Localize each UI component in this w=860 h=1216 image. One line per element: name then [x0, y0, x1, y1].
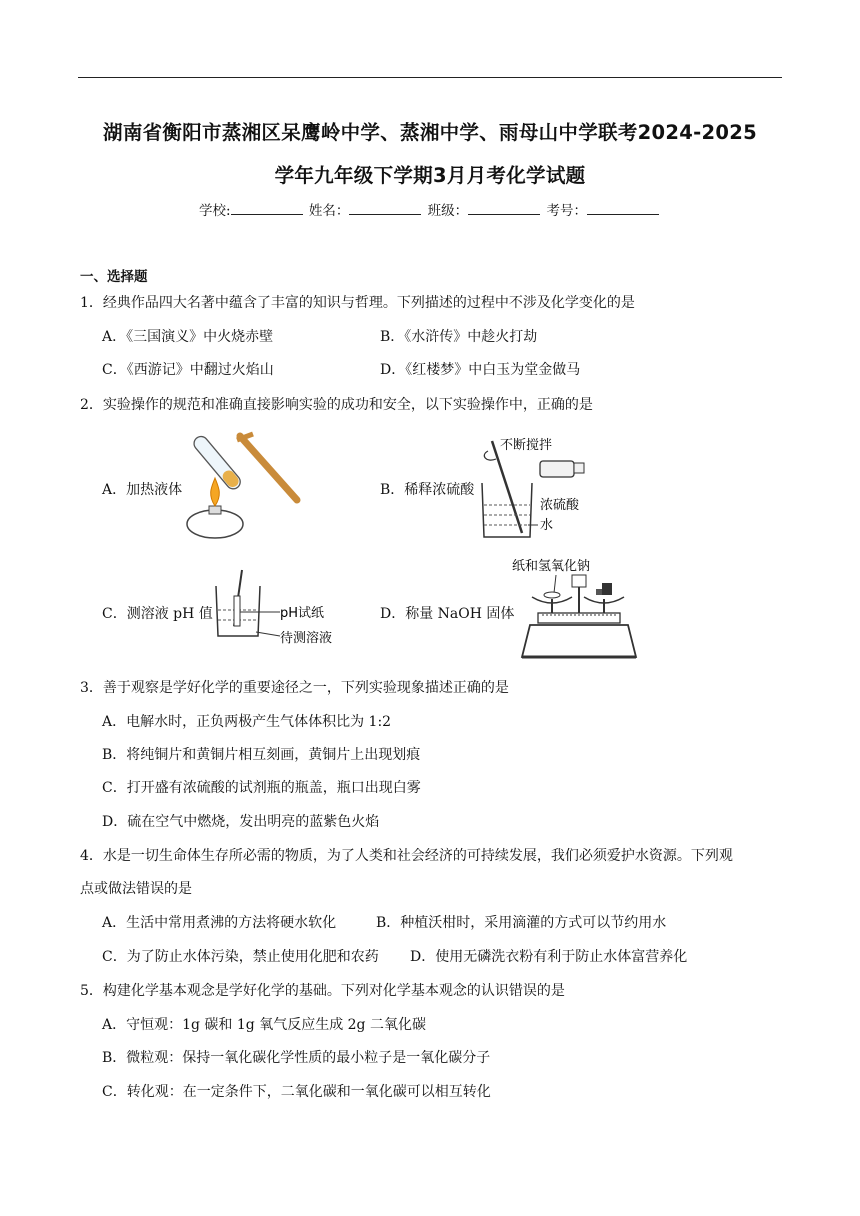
q5-option-b[interactable]: B．微粒观：保持一氧化碳化学性质的最小粒子是一氧化碳分子: [102, 1050, 491, 1066]
question-4-stem-line1: 4．水是一切生命体生存所必需的物质，为了人类和社会经济的可持续发展，我们必须爱护水资源。下列观: [80, 848, 733, 864]
alcohol-lamp-icon: [187, 506, 243, 538]
name-label: 姓名：: [308, 203, 350, 219]
question-4-stem-line2: 点或做法错误的是: [80, 881, 192, 897]
question-1-stem: 1．经典作品四大名著中蕴含了丰富的知识与哲理。下列描述的过程中不涉及化学变化的是: [80, 295, 635, 311]
stir-arrow-icon: [484, 451, 496, 460]
water-label: 水: [540, 518, 554, 533]
q3-option-c[interactable]: C．打开盛有浓硫酸的试剂瓶的瓶盖，瓶口出现白雾: [102, 780, 421, 796]
student-info-fields: [0, 199, 860, 219]
question-2-stem: 2．实验操作的规范和准确直接影响实验的成功和安全，以下实验操作中，正确的是: [80, 397, 593, 413]
q3-option-b[interactable]: B．将纯铜片和黄铜片相互刻画，黄铜片上出现划痕: [102, 747, 421, 763]
flame-icon: [211, 478, 220, 506]
ph-paper-icon: [234, 596, 240, 626]
q1-option-b[interactable]: B．《水浒传》中趁火打劫: [380, 329, 538, 345]
page-title-line1: 湖南省衡阳市蒸湘区呆鹰岭中学、蒸湘中学、雨母山中学联考2024-2025: [103, 121, 757, 144]
q4-option-a[interactable]: A．生活中常用煮沸的方法将硬水软化: [102, 915, 337, 931]
page-title-line2: 学年九年级下学期3月月考化学试题: [274, 164, 586, 187]
q1-option-a[interactable]: A．《三国演义》中火烧赤壁: [102, 329, 274, 345]
q4-option-d[interactable]: D．使用无磷洗衣粉有利于防止水体富营养化: [410, 949, 688, 965]
q5-option-a[interactable]: A．守恒观：1g 碳和 1g 氧气反应生成 2g 二氧化碳: [102, 1017, 426, 1033]
ph-paper-label: pH试纸: [280, 606, 325, 621]
reagent-bottle-icon: [540, 461, 584, 477]
q2-option-d[interactable]: D．称量 NaOH 固体: [380, 606, 515, 622]
section-heading: 一、选择题: [80, 269, 148, 285]
q4-option-c[interactable]: C．为了防止水体污染，禁止使用化肥和农药: [102, 949, 379, 965]
school-label: 学校:: [199, 203, 231, 219]
beaker-icon: [482, 483, 532, 537]
school-blank[interactable]: [231, 202, 303, 215]
q4-option-b[interactable]: B．种植沃柑时，采用滴灌的方式可以节约用水: [376, 915, 667, 931]
exam-no-label: 考号：: [546, 203, 587, 219]
class-label: 班级：: [427, 203, 469, 219]
stir-label: 不断搅拌: [500, 438, 553, 453]
paper-naoh-label: 纸和氢氧化钠: [512, 559, 591, 574]
q1-option-c[interactable]: C．《西游记》中翻过火焰山: [102, 362, 274, 378]
question-3-stem: 3．善于观察是学好化学的重要途径之一，下列实验现象描述正确的是: [80, 680, 509, 696]
class-blank[interactable]: [468, 202, 540, 215]
q2-option-a[interactable]: A．加热液体: [102, 482, 183, 498]
q3-option-a[interactable]: A．电解水时，正负两极产生气体体积比为 1:2: [102, 714, 392, 730]
glass-rod-icon: [492, 441, 522, 533]
heating-liquid-figure: [185, 428, 305, 543]
balance-figure: [508, 553, 653, 668]
exam-no-blank[interactable]: [587, 202, 659, 215]
conc-acid-label: 浓硫酸: [540, 498, 580, 513]
q1-option-d[interactable]: D．《红楼梦》中白玉为堂金做马: [380, 362, 581, 378]
name-blank[interactable]: [349, 202, 421, 215]
q3-option-d[interactable]: D．硫在空气中燃烧，发出明亮的蓝紫色火焰: [102, 814, 380, 830]
test-solution-label: 待测溶液: [280, 631, 333, 646]
question-5-stem: 5．构建化学基本观念是学好化学的基础。下列对化学基本观念的认识错误的是: [80, 983, 565, 999]
q2-option-b[interactable]: B．稀释浓硫酸: [380, 482, 475, 498]
header-rule: [78, 77, 782, 78]
test-tube-holder-icon: [237, 434, 297, 500]
diluting-acid-figure: [478, 433, 608, 543]
balance-icon: [522, 575, 636, 657]
q5-option-c[interactable]: C．转化观：在一定条件下，二氧化碳和一氧化碳可以相互转化: [102, 1084, 491, 1100]
ph-test-figure: [212, 566, 352, 650]
q2-option-c[interactable]: C．测溶液 pH 值: [102, 606, 213, 622]
